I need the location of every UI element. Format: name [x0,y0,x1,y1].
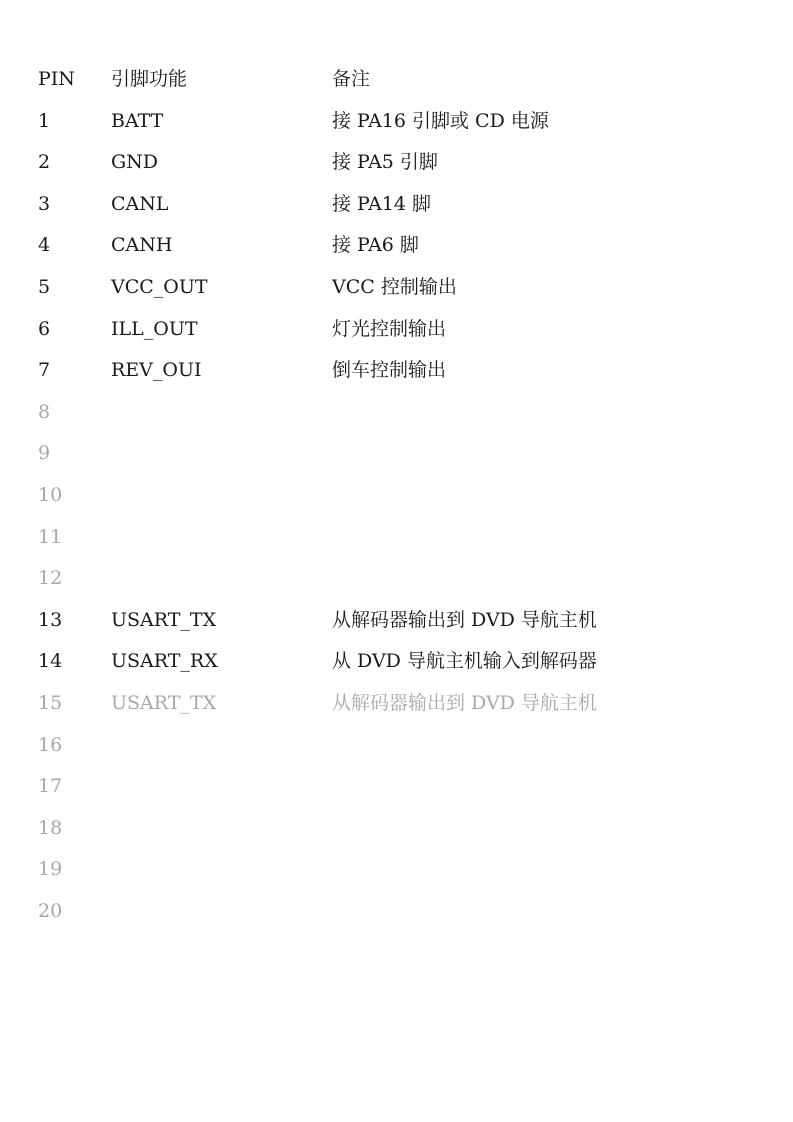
pin-number: 7 [38,359,51,382]
pin-number: 18 [38,816,63,839]
pin-number: 9 [38,442,51,465]
pin-function: CANH [111,234,173,257]
pin-number: 2 [38,151,51,174]
pin-number: 20 [38,899,63,922]
table-row [38,395,758,437]
table-row [38,686,758,728]
table-row [38,894,758,936]
pin-function: VCC_OUT [111,275,208,298]
pin-number: 1 [38,109,51,132]
table-row [38,769,758,811]
pin-note: 从 DVD 导航主机输入到解码器 [332,650,597,673]
table-row [38,353,758,395]
table-row [38,104,758,146]
table-row [38,644,758,686]
pin-number: 17 [38,775,63,798]
table-row [38,478,758,520]
table-row [38,852,758,894]
pin-function: CANL [111,192,169,215]
table-row [38,187,758,229]
pin-function: ILL_OUT [111,317,198,340]
pin-function: USART_TX [111,691,217,714]
pin-number: 5 [38,275,51,298]
pin-note: 从解码器输出到 DVD 导航主机 [332,608,597,631]
header-note: 备注 [332,68,371,90]
table-row [38,811,758,853]
pin-table [38,62,758,935]
pin-number: 13 [38,608,63,631]
table-header-row [38,62,758,104]
pin-number: 15 [38,691,63,714]
pin-number: 6 [38,317,51,340]
pin-number: 8 [38,400,51,423]
pin-note: 接 PA14 脚 [332,192,432,215]
pin-function: GND [111,151,159,174]
pin-note: 接 PA5 引脚 [332,151,438,174]
pin-function: USART_RX [111,650,218,673]
pin-note: VCC 控制输出 [332,275,457,298]
table-row [38,520,758,562]
pin-note: 接 PA16 引脚或 CD 电源 [332,109,549,132]
pin-number: 10 [38,483,63,506]
table-row [38,228,758,270]
pin-note: 接 PA6 脚 [332,234,419,257]
pin-note: 灯光控制输出 [332,317,447,340]
pin-note: 倒车控制输出 [332,359,447,382]
pin-function: REV_OUI [111,359,202,382]
pin-number: 11 [38,525,63,548]
pin-number: 19 [38,858,63,881]
pin-number: 3 [38,192,51,215]
pin-number: 16 [38,733,63,756]
table-row [38,312,758,354]
header-pin: PIN [38,68,75,90]
table-row [38,561,758,603]
table-row [38,145,758,187]
table-row [38,270,758,312]
header-function: 引脚功能 [111,68,188,90]
pin-number: 4 [38,234,51,257]
pin-function: BATT [111,109,164,132]
pin-number: 12 [38,567,63,590]
pin-note: 从解码器输出到 DVD 导航主机 [332,691,597,714]
pin-number: 14 [38,650,63,673]
pin-function: USART_TX [111,608,217,631]
table-row [38,603,758,645]
table-row [38,728,758,770]
table-row [38,436,758,478]
